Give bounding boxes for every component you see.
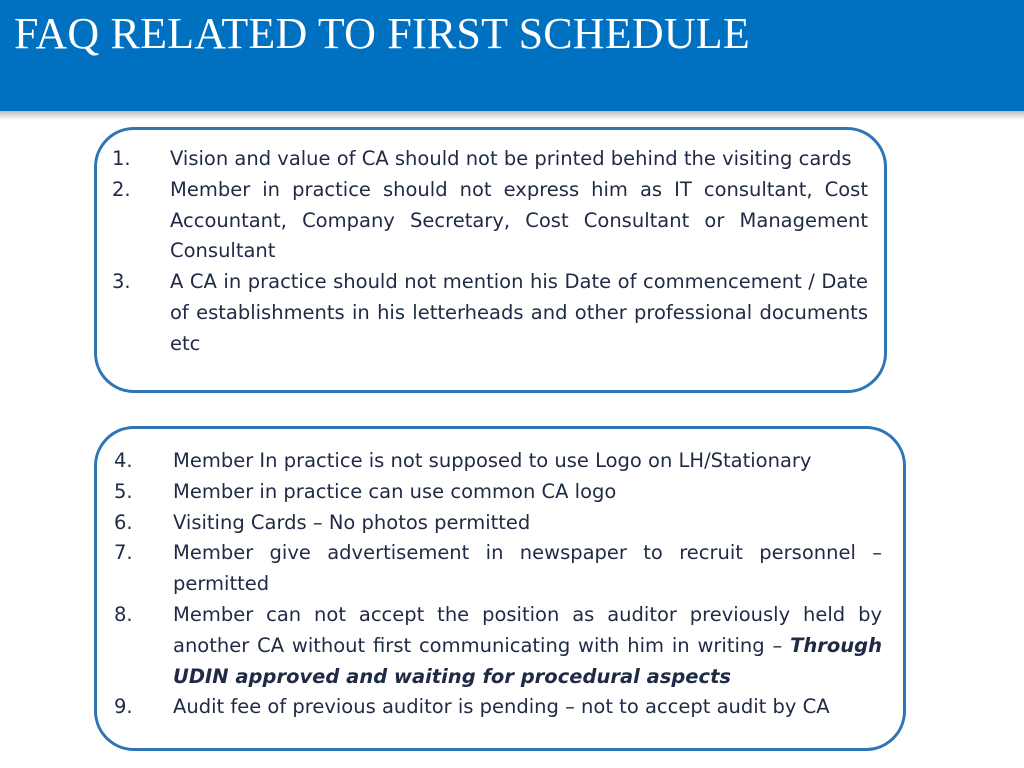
faq-item-7 [114,538,882,600]
item-number: 7. [114,541,133,565]
faq-item-6 [114,508,882,539]
item-text: Vision and value of CA should not be printed behind the visiting cards [170,147,852,170]
item-text [173,600,882,692]
faq-item-8 [114,600,882,692]
item-number: 8. [114,602,133,626]
title-bar-shadow [0,111,1024,120]
title-bar [0,0,1024,111]
faq-item-2 [112,175,868,267]
item-text: Audit fee of previous auditor is pending – not to accept audit by CA [173,695,830,719]
faq-item-3 [112,267,868,359]
item-number: 3. [112,270,131,294]
item-number: 5. [114,479,133,503]
item-text: Member in practice can use common CA logo [173,479,617,503]
item-number: 6. [114,510,133,534]
faq-item-9 [114,692,882,723]
item-text: Member give advertisement in newspaper to recruit personnel – permitted [173,541,882,596]
item-text: Member In practice is not supposed to use Logo on LH/Stationary [173,449,812,472]
item-number: 2. [112,177,131,201]
faq-item-5 [114,477,882,508]
item-text: A CA in practice should not mention his Date of commencement / Date of establishments in his letterheads and other professional documents etc [170,270,868,355]
item-number: 4. [114,449,133,472]
item-emphasis: Through UDIN approved and waiting for procedural aspects [173,633,883,688]
slide-title: FAQ RELATED TO FIRST SCHEDULE [14,9,750,58]
faq-item-4 [114,446,882,477]
item-text-main: Member can not accept the position as auditor previously held by another CA without first communicating with him in writing – [173,602,882,657]
faq-list-1 [112,144,868,360]
item-text: Visiting Cards – No photos permitted [173,510,531,534]
item-number: 1. [112,147,131,170]
item-text: Member in practice should not express him as IT consultant, Cost Accountant, Company Secretary, Cost Consultant or Management Consultant [170,177,868,263]
item-number: 9. [114,695,133,719]
faq-item-1 [112,144,868,175]
faq-list-2 [114,446,882,723]
